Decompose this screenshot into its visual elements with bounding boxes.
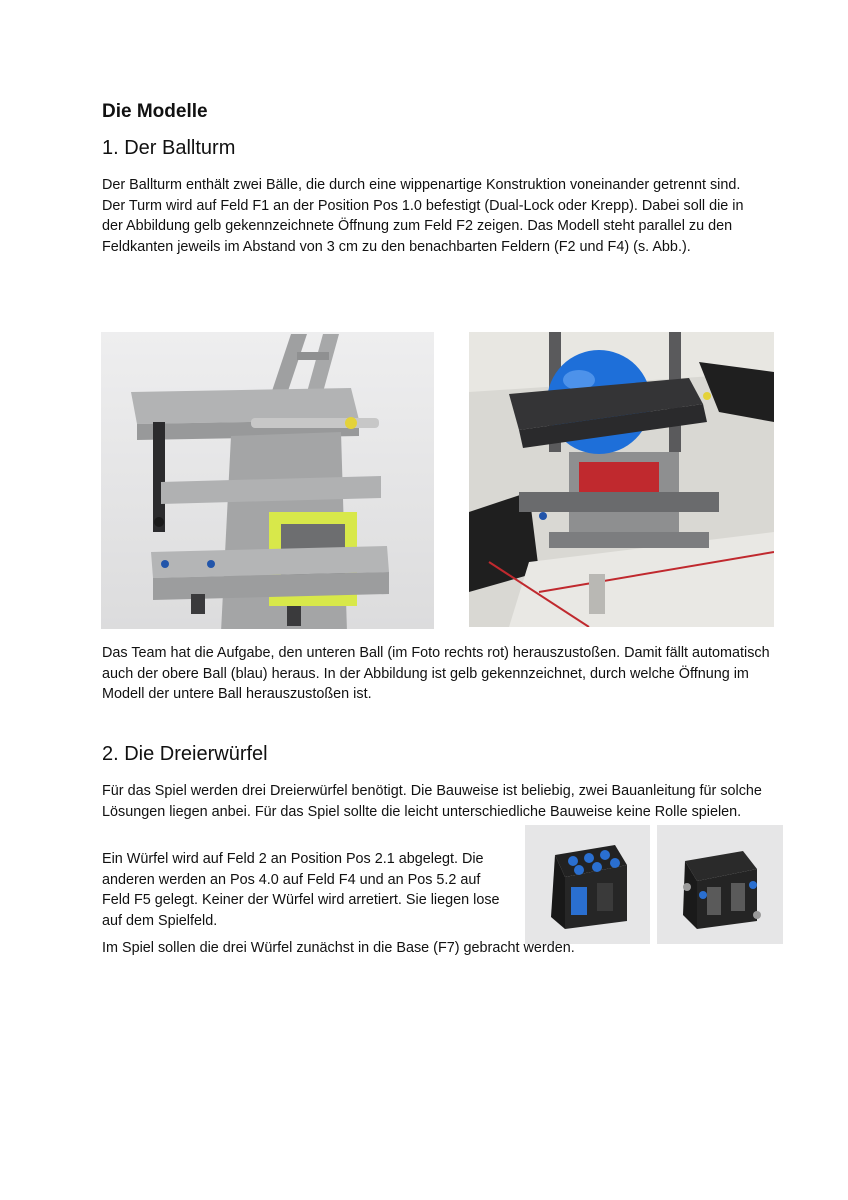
- ballturm-intro-text: Der Ballturm enthält zwei Bälle, die durch eine wippenartige Konstruktion voneinander getrennt sind. Der Turm wird auf Feld F1 an der Position Pos 1.0 befestigt (Dual-Lock oder Krepp). Dabei soll die in der Abbildung gelb gekennzeichnete Öffnung zum Feld F2 zeigen. Das Modell steht parallel zu den Feldkanten jeweils im Abstand von 3 cm zu den benachbarten Feldern (F2 und F4) (s. Abb.).: [102, 177, 744, 255]
- ballturm-render-image: [101, 332, 434, 629]
- cube-render-image-2: [657, 825, 783, 944]
- section-title-ballturm: 1. Der Ballturm: [102, 137, 236, 159]
- dreierwuerfel-placement-text: Ein Würfel wird auf Feld 2 an Position Pos 2.1 abgelegt. Die anderen werden an Pos 4.0 auf Feld F4 und an Pos 5.2 auf Feld F5 gelegt. Keiner der Würfel wird arretiert. Sie liegen lose auf dem Spielfeld.: [102, 851, 500, 929]
- ballturm-task-text: Das Team hat die Aufgabe, den unteren Ball (im Foto rechts rot) herauszustoßen. Damit fällt automatisch auch der obere Ball (blau) heraus. In der Abbildung ist gelb gekennzeichnet, durch welche Öffnung im Modell der untere Ball herauszustoßen ist.: [102, 645, 770, 702]
- section-title-dreierwuerfel: 2. Die Dreierwürfel: [102, 743, 268, 765]
- cube-render-image-1: [525, 825, 650, 944]
- dreierwuerfel-goal-text: Im Spiel sollen die drei Würfel zunächst in die Base (F7) gebracht werden.: [102, 940, 575, 956]
- dreierwuerfel-intro-text: Für das Spiel werden drei Dreierwürfel benötigt. Die Bauweise ist beliebig, zwei Bauanleitung für solche Lösungen liegen anbei. Für das Spiel sollte die leicht unterschiedliche Bauweise keine Rolle spielen.: [102, 783, 762, 820]
- page-heading: Die Modelle: [102, 101, 208, 122]
- ballturm-photo-image: [469, 332, 774, 627]
